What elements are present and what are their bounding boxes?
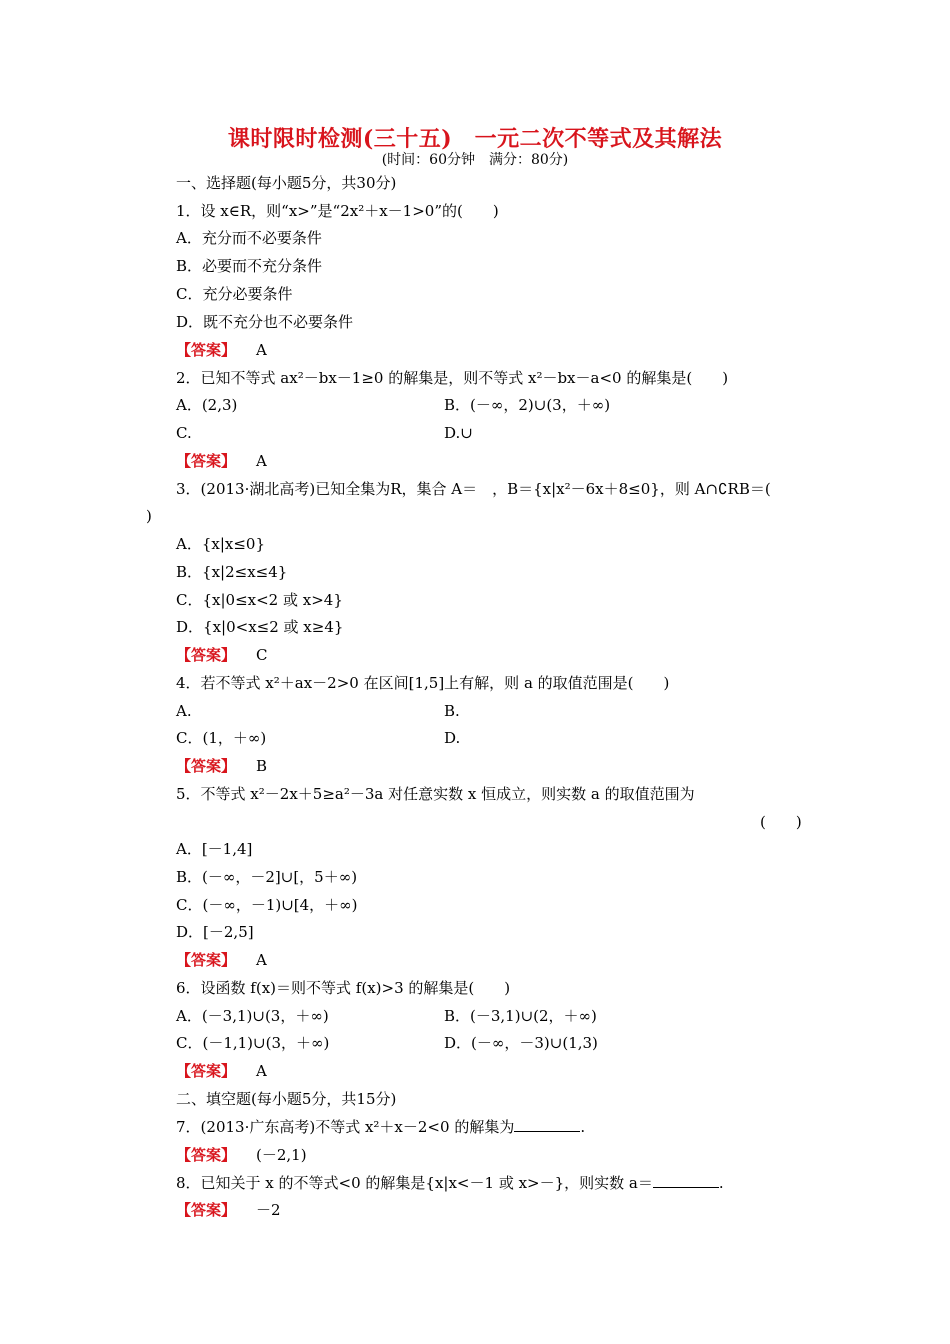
question-2-option-a: A．(2,3)	[176, 396, 238, 414]
question-4-answer	[176, 756, 267, 776]
answer-blank	[514, 1117, 580, 1132]
question-2-stem: 2．已知不等式 ax²－bx－1≥0 的解集是，则不等式 x²－bx－a<0 的解集是( )	[176, 369, 729, 387]
question-5-stem: 5．不等式 x²－2x＋5≥a²－3a 对任意实数 x 恒成立，则实数 a 的取值范围为	[176, 785, 695, 803]
question-3-option-c: C．{x|0≤x<2 或 x>4}	[176, 591, 343, 609]
question-6-answer	[176, 1061, 267, 1081]
question-6-option-a: A．(－3,1)∪(3，＋∞)	[176, 1007, 329, 1025]
question-5-answer	[176, 950, 267, 970]
answer-label: 【答案】	[176, 341, 237, 359]
question-1-option-b: B．必要而不充分条件	[176, 257, 323, 275]
answer-value: A	[256, 452, 267, 470]
question-7-tail: .	[580, 1118, 586, 1136]
question-1-answer	[176, 340, 267, 360]
answer-label: 【答案】	[176, 452, 237, 470]
answer-value: A	[256, 341, 267, 359]
page-subtitle: (时间：60分钟 满分：80分)	[381, 152, 569, 168]
question-2-answer	[176, 451, 267, 471]
question-1-option-d: D．既不充分也不必要条件	[176, 313, 354, 331]
question-6-stem: 6．设函数 f(x)＝则不等式 f(x)>3 的解集是( )	[176, 979, 511, 997]
question-4-option-b: B.	[444, 702, 460, 720]
section-heading-fill: 二、填空题(每小题5分，共15分)	[176, 1090, 397, 1108]
answer-label: 【答案】	[176, 1146, 237, 1164]
answer-blank	[653, 1173, 719, 1188]
question-6-option-b: B．(－3,1)∪(2，＋∞)	[444, 1007, 597, 1025]
answer-label: 【答案】	[176, 757, 237, 775]
answer-label: 【答案】	[176, 1062, 237, 1080]
answer-label: 【答案】	[176, 646, 237, 664]
question-1-option-c: C．充分必要条件	[176, 285, 293, 303]
question-7-answer	[176, 1145, 307, 1165]
answer-value: C	[256, 646, 268, 664]
question-1-option-a: A．充分而不必要条件	[176, 229, 322, 247]
question-8-text: 8．已知关于 x 的不等式<0 的解集是{x|x<－1 或 x>－}，则实数 a＝	[176, 1174, 653, 1192]
answer-label: 【答案】	[176, 951, 237, 969]
question-3-option-a: A．{x|x≤0}	[176, 535, 266, 553]
question-4-option-c: C．(1，＋∞)	[176, 729, 267, 747]
question-5-answer-paren: ( )	[760, 813, 802, 831]
question-3-option-b: B．{x|2≤x≤4}	[176, 563, 288, 581]
answer-label: 【答案】	[176, 1201, 237, 1219]
question-5-option-b: B．(－∞，－2]∪[，5＋∞)	[176, 868, 358, 886]
question-5-option-a: A．[－1,4]	[176, 840, 253, 858]
question-4-option-a: A.	[176, 702, 192, 720]
question-8-tail: .	[718, 1174, 724, 1192]
answer-value: (－2,1)	[256, 1146, 307, 1164]
question-3-stem: 3．(2013·湖北高考)已知全集为R，集合 A＝ ，B＝{x|x²－6x＋8≤0}，则 A∩∁RB＝(	[176, 480, 771, 498]
answer-value: －2	[256, 1201, 281, 1219]
answer-value: B	[256, 757, 268, 775]
question-7-stem	[176, 1117, 585, 1137]
question-6-option-c: C．(－1,1)∪(3，＋∞)	[176, 1034, 330, 1052]
question-3-option-d: D．{x|0<x≤2 或 x≥4}	[176, 618, 344, 636]
section-heading-choice: 一、选择题(每小题5分，共30分)	[176, 174, 397, 192]
answer-value: A	[256, 1062, 267, 1080]
question-2-option-c: C.	[176, 424, 192, 442]
question-4-stem: 4．若不等式 x²＋ax－2>0 在区间[1,5]上有解，则 a 的取值范围是( )	[176, 674, 670, 692]
question-7-text: 7．(2013·广东高考)不等式 x²＋x－2<0 的解集为	[176, 1118, 515, 1136]
question-5-option-d: D．[－2,5]	[176, 923, 254, 941]
question-8-answer	[176, 1200, 281, 1220]
question-8-stem	[176, 1173, 724, 1193]
page-title: 课时限时检测(三十五) 一元二次不等式及其解法	[227, 126, 723, 152]
question-1-stem: 1．设 x∈R，则“x>”是“2x²＋x－1>0”的( )	[176, 202, 499, 220]
question-2-option-d: D.∪	[444, 424, 473, 442]
question-6-option-d: D．(－∞，－3)∪(1,3)	[444, 1034, 598, 1052]
question-3-answer	[176, 645, 268, 665]
answer-value: A	[256, 951, 267, 969]
question-5-option-c: C．(－∞，－1)∪[4，＋∞)	[176, 896, 358, 914]
question-3-stem-continued: )	[146, 507, 152, 525]
question-4-option-d: D.	[444, 729, 461, 747]
question-2-option-b: B．(－∞，2)∪(3，＋∞)	[444, 396, 611, 414]
